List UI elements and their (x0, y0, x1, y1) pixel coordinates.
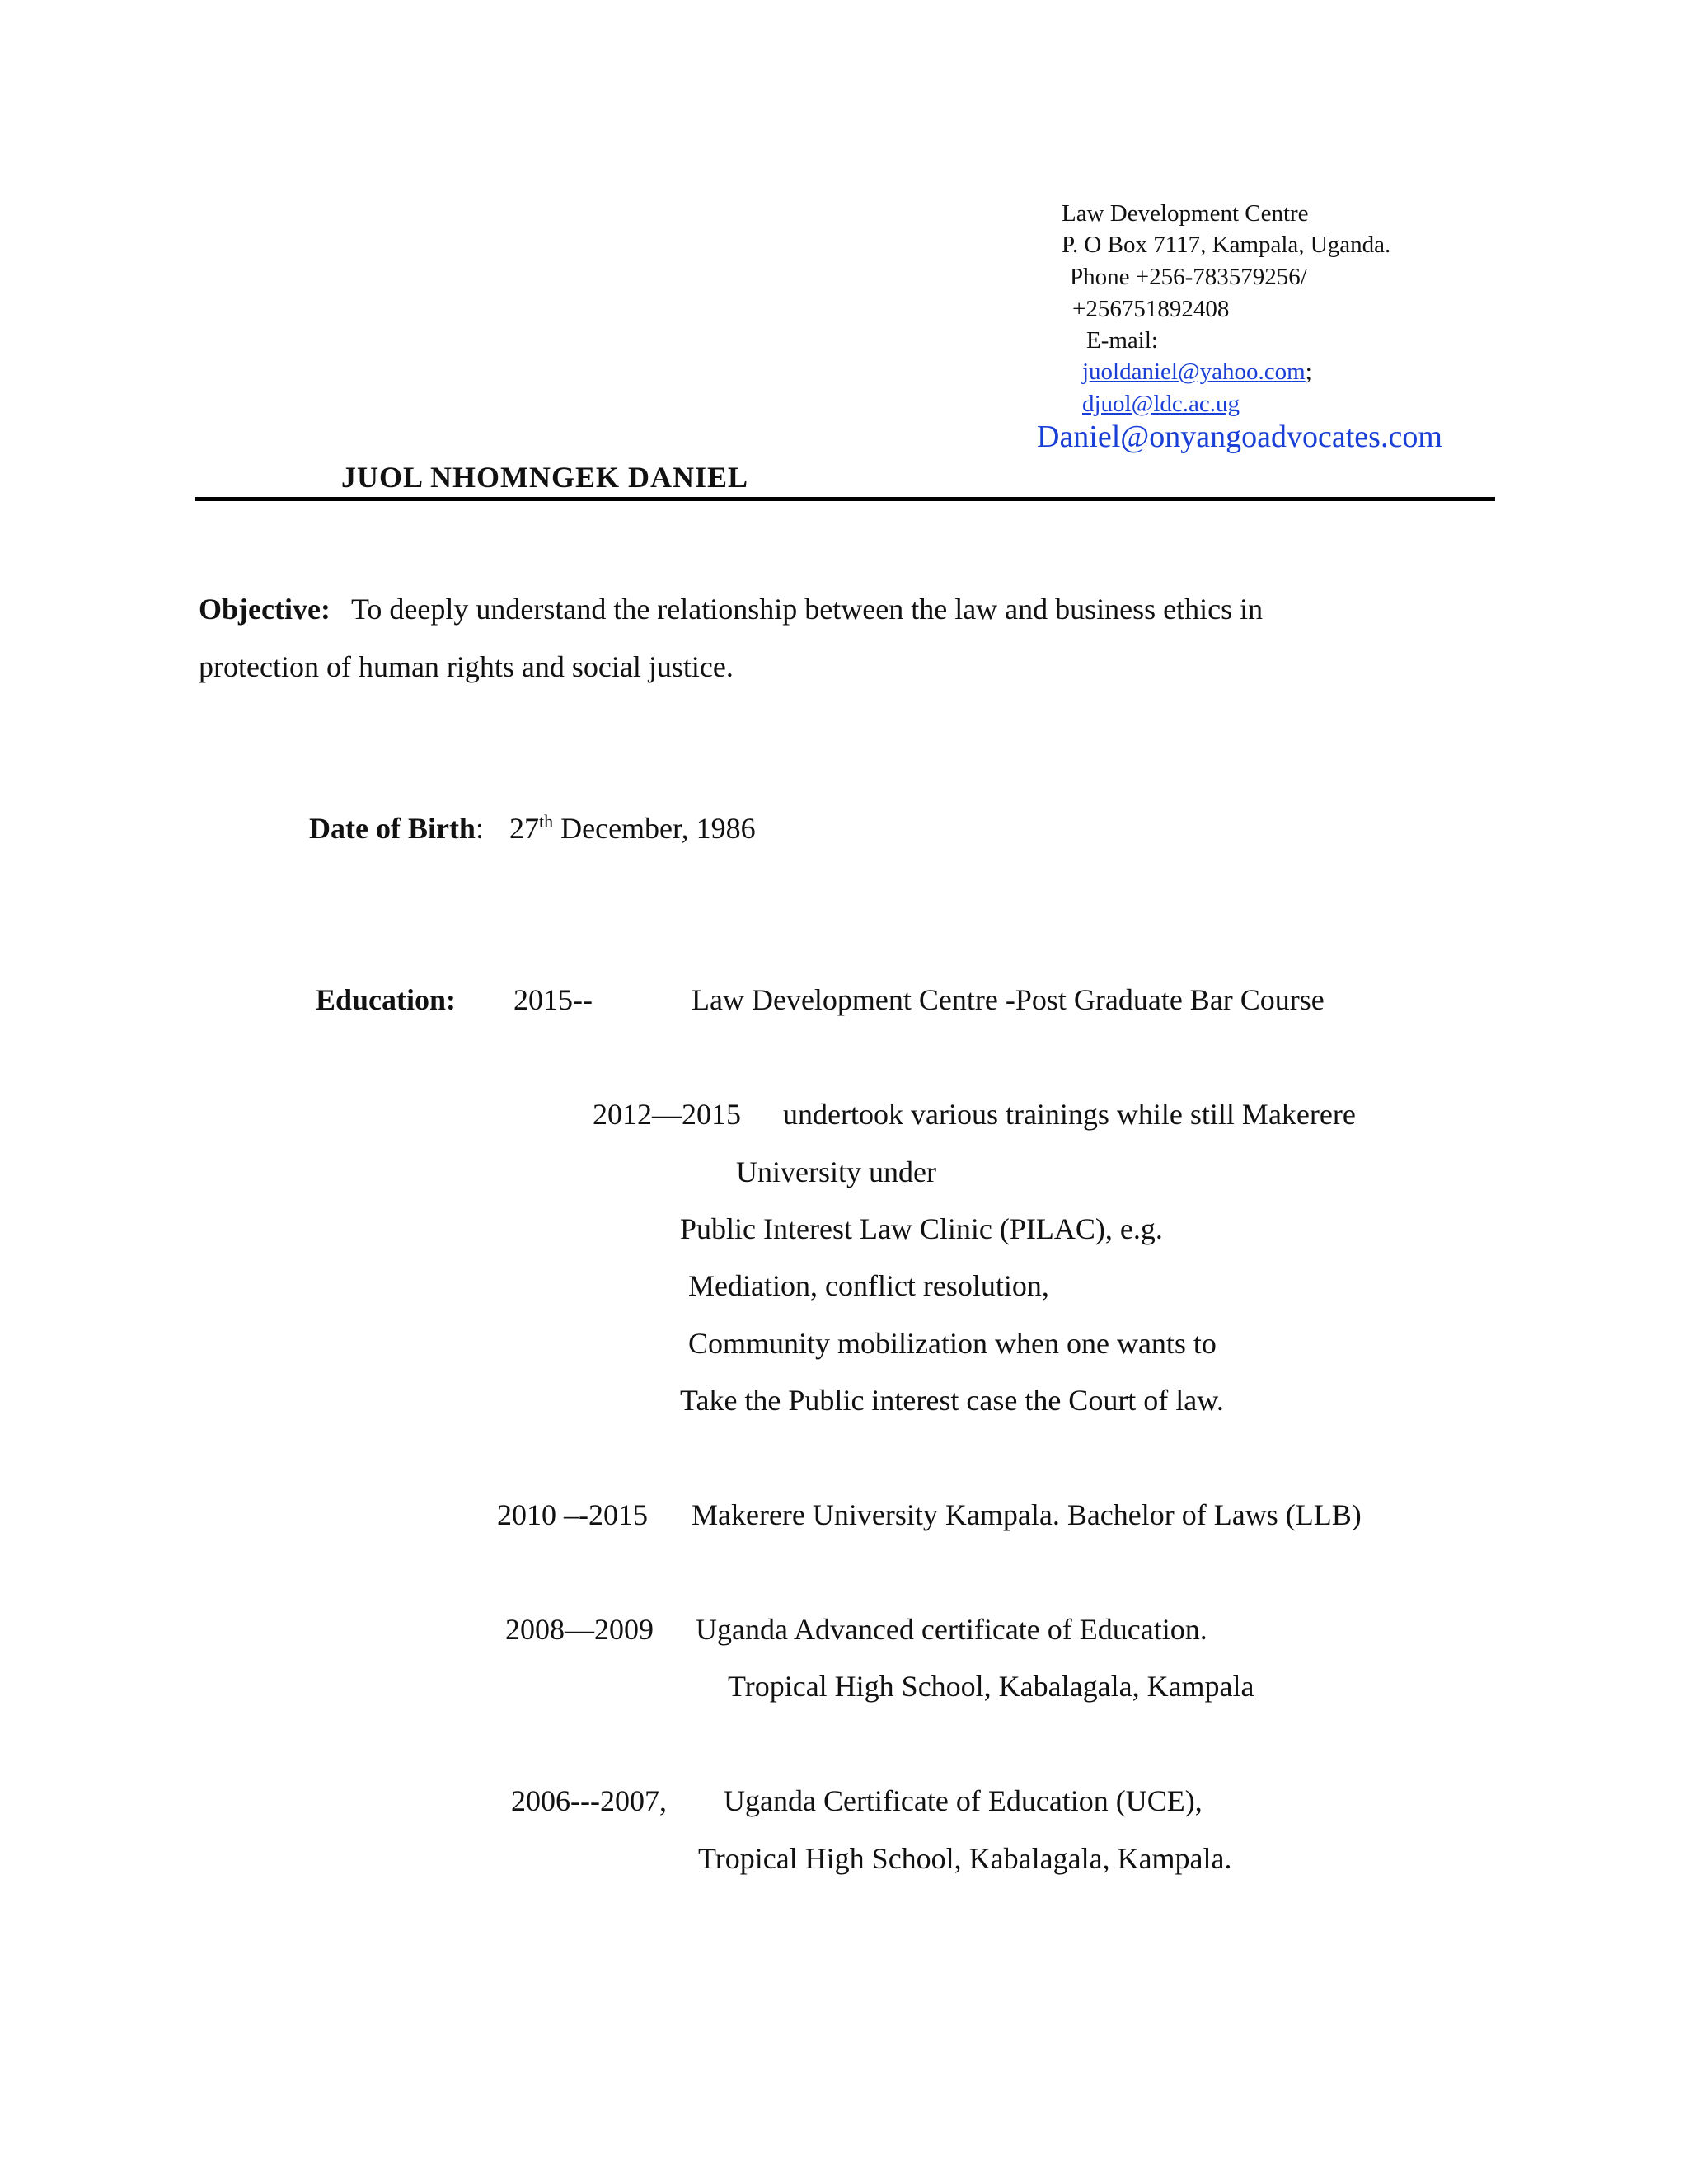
edu-years-2006: 2006---2007, (511, 1784, 667, 1817)
email-yahoo-link[interactable]: juoldaniel@yahoo.com (1082, 359, 1306, 385)
dob-suffix: th (538, 811, 554, 832)
objective-label: Objective: (199, 593, 331, 626)
dob-row (309, 811, 756, 846)
edu-pilac-line-1: undertook various trainings while still Makerere (783, 1098, 1356, 1131)
edu-ldc-line: Law Development Centre -Post Graduate Bar Course (692, 983, 1325, 1016)
edu-years-2012: 2012—2015 (593, 1098, 741, 1131)
edu-pilac-line-2: University under (736, 1155, 936, 1188)
edu-years-2010: 2010 –-2015 (497, 1498, 648, 1531)
education-label: Education: (316, 983, 457, 1016)
objective-text-2: protection of human rights and social justice. (199, 650, 734, 683)
edu-uace-line-1: Uganda Advanced certificate of Education. (696, 1613, 1207, 1646)
email-ldc-row (1082, 390, 1240, 419)
contact-phone: Phone +256-783579256/ (1070, 264, 1307, 290)
edu-pilac-line-6: Take the Public interest case the Court of law. (680, 1384, 1224, 1417)
edu-years-2015: 2015-- (513, 983, 593, 1016)
contact-email-label: E-mail: (1086, 327, 1158, 354)
edu-years-2008: 2008—2009 (505, 1613, 654, 1646)
contact-address: P. O Box 7117, Kampala, Uganda. (1062, 232, 1391, 258)
objective-line1 (199, 592, 1263, 626)
edu-pilac-line-3: Public Interest Law Clinic (PILAC), e.g. (680, 1212, 1163, 1245)
contact-institution: Law Development Centre (1062, 200, 1309, 227)
resume-name: JUOL NHOMNGEK DANIEL (341, 461, 749, 494)
dob-label: Date of Birth (309, 812, 476, 845)
edu-uace-line-2: Tropical High School, Kabalagala, Kampala (728, 1670, 1254, 1703)
header-rule (195, 497, 1495, 501)
email-ldc-link[interactable]: djuol@ldc.ac.ug (1082, 391, 1240, 417)
dob-value (509, 812, 756, 845)
edu-uce-line-1: Uganda Certificate of Education (UCE), (724, 1784, 1203, 1817)
email-yahoo-row (1082, 358, 1312, 387)
objective-text-1: To deeply understand the relationship between the law and business ethics in (350, 593, 1264, 626)
email-separator: ; (1305, 359, 1312, 385)
contact-phone-alt: +256751892408 (1072, 296, 1230, 322)
edu-llb-line: Makerere University Kampala. Bachelor of Laws (LLB) (692, 1498, 1362, 1531)
edu-pilac-line-4: Mediation, conflict resolution, (688, 1269, 1049, 1302)
edu-pilac-line-5: Community mobilization when one wants to (688, 1327, 1217, 1360)
edu-uce-line-2: Tropical High School, Kabalagala, Kampala. (698, 1842, 1232, 1875)
dob-colon: : (475, 812, 484, 845)
dob-day: 27 (509, 812, 539, 845)
email-onyango-link[interactable]: Daniel@onyangoadvocates.com (1037, 419, 1442, 454)
dob-rest: December, 1986 (553, 812, 756, 845)
